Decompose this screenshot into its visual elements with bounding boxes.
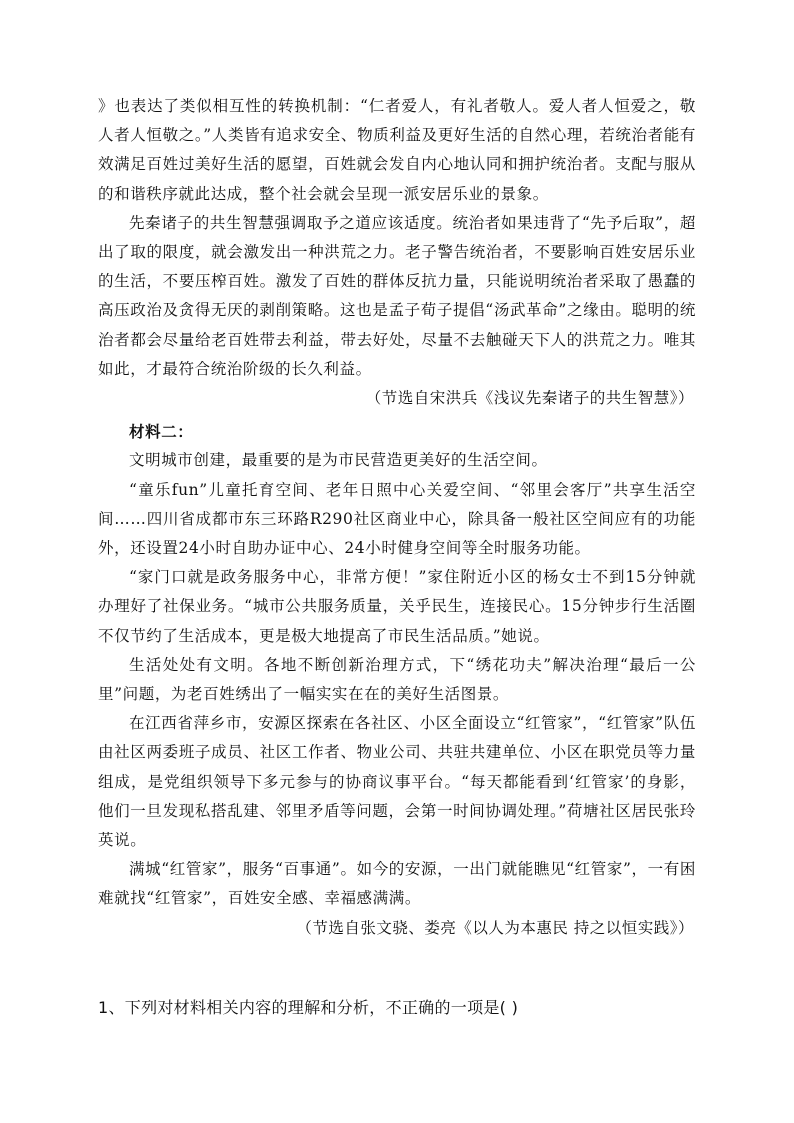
material-one-source: （节选自宋洪兵《浅议先秦诸子的共生智慧》） — [365, 389, 694, 408]
material-two-paragraph-2: “童乐fun”儿童托育空间、老年日照中心关爱空间、“邻里会客厅”共享生活空间……四川省成都市东三环路R290社区商业中心，除具备一般社区空间应有的功能外，还设置24小时自助办证中心、24小时健身空间等全时服务功能。 — [98, 480, 696, 558]
reading-passage — [98, 92, 696, 943]
material-two-paragraph-6: 满城“红管家”，服务“百事通”。如今的安源，一出门就能瞧见“红管家”，一有困难就找“红管家”，百姓安全感、幸福感满满。 — [98, 860, 696, 908]
question-1-stem: 1、下列对材料相关内容的理解和分析，不正确的一项是( ) — [98, 998, 519, 1017]
material-one-paragraph-1: 》也表达了类似相互性的转换机制：“仁者爱人，有礼者敬人。爱人者人恒爱之，敬人者人恒敬之。”人类皆有追求安全、物质利益及更好生活的自然心理，若统治者能有效满足百姓过美好生活的愿望，百姓就会发自内心地认同和拥护统治者。支配与服从的和谐秩序就此达成，整个社会就会呈现一派安居乐业的景象。 — [98, 97, 696, 203]
material-one-paragraph-2: 先秦诸子的共生智慧强调取予之道应该适度。统治者如果违背了“先予后取”，超出了取的限度，就会激发出一种洪荒之力。老子警告统治者，不要影响百姓安居乐业的生活，不要压榨百姓。激发了百姓的群体反抗力量，只能说明统治者采取了愚蠢的高压政治及贪得无厌的剥削策略。这也是孟子荀子提倡“汤武革命”之缘由。聪明的统治者都会尽量给老百姓带去利益，带去好处，尽量不去触碰天下人的洪荒之力。唯其如此，才最符合统治阶级的长久利益。 — [98, 213, 696, 378]
material-two-paragraph-1: 文明城市创建，最重要的是为市民营造更美好的生活空间。 — [129, 451, 548, 470]
material-two-paragraph-4: 生活处处有文明。各地不断创新治理方式，下“绣花功夫”解决治理“最后一公里”问题，为老百姓绣出了一幅实实在在的美好生活图景。 — [98, 655, 696, 704]
material-two-source: （节选自张文骁、娄亮《以人为本惠民 持之以恒实践》） — [296, 918, 694, 937]
material-two-heading: 材料二： — [129, 422, 194, 442]
material-two-paragraph-5: 在江西省萍乡市，安源区探索在各社区、小区全面设立“红管家”，“红管家”队伍由社区两委班子成员、社区工作者、物业公司、共驻共建单位、小区在职党员等力量组成，是党组织领导下多元参与的协商议事平台。“每天都能看到‘红管家’的身影，他们一旦发现私搭乱建、邻里矛盾等问题，会第一时间协调处理。”荷塘社区居民张玲英说。 — [98, 714, 696, 850]
material-two-paragraph-3: “家门口就是政务服务中心，非常方便！”家住附近小区的杨女士不到15分钟就办理好了社保业务。“城市公共服务质量，关乎民生，连接民心。15分钟步行生活圈不仅节约了生活成本，更是极大地提高了市民生活品质。”她说。 — [98, 568, 696, 645]
